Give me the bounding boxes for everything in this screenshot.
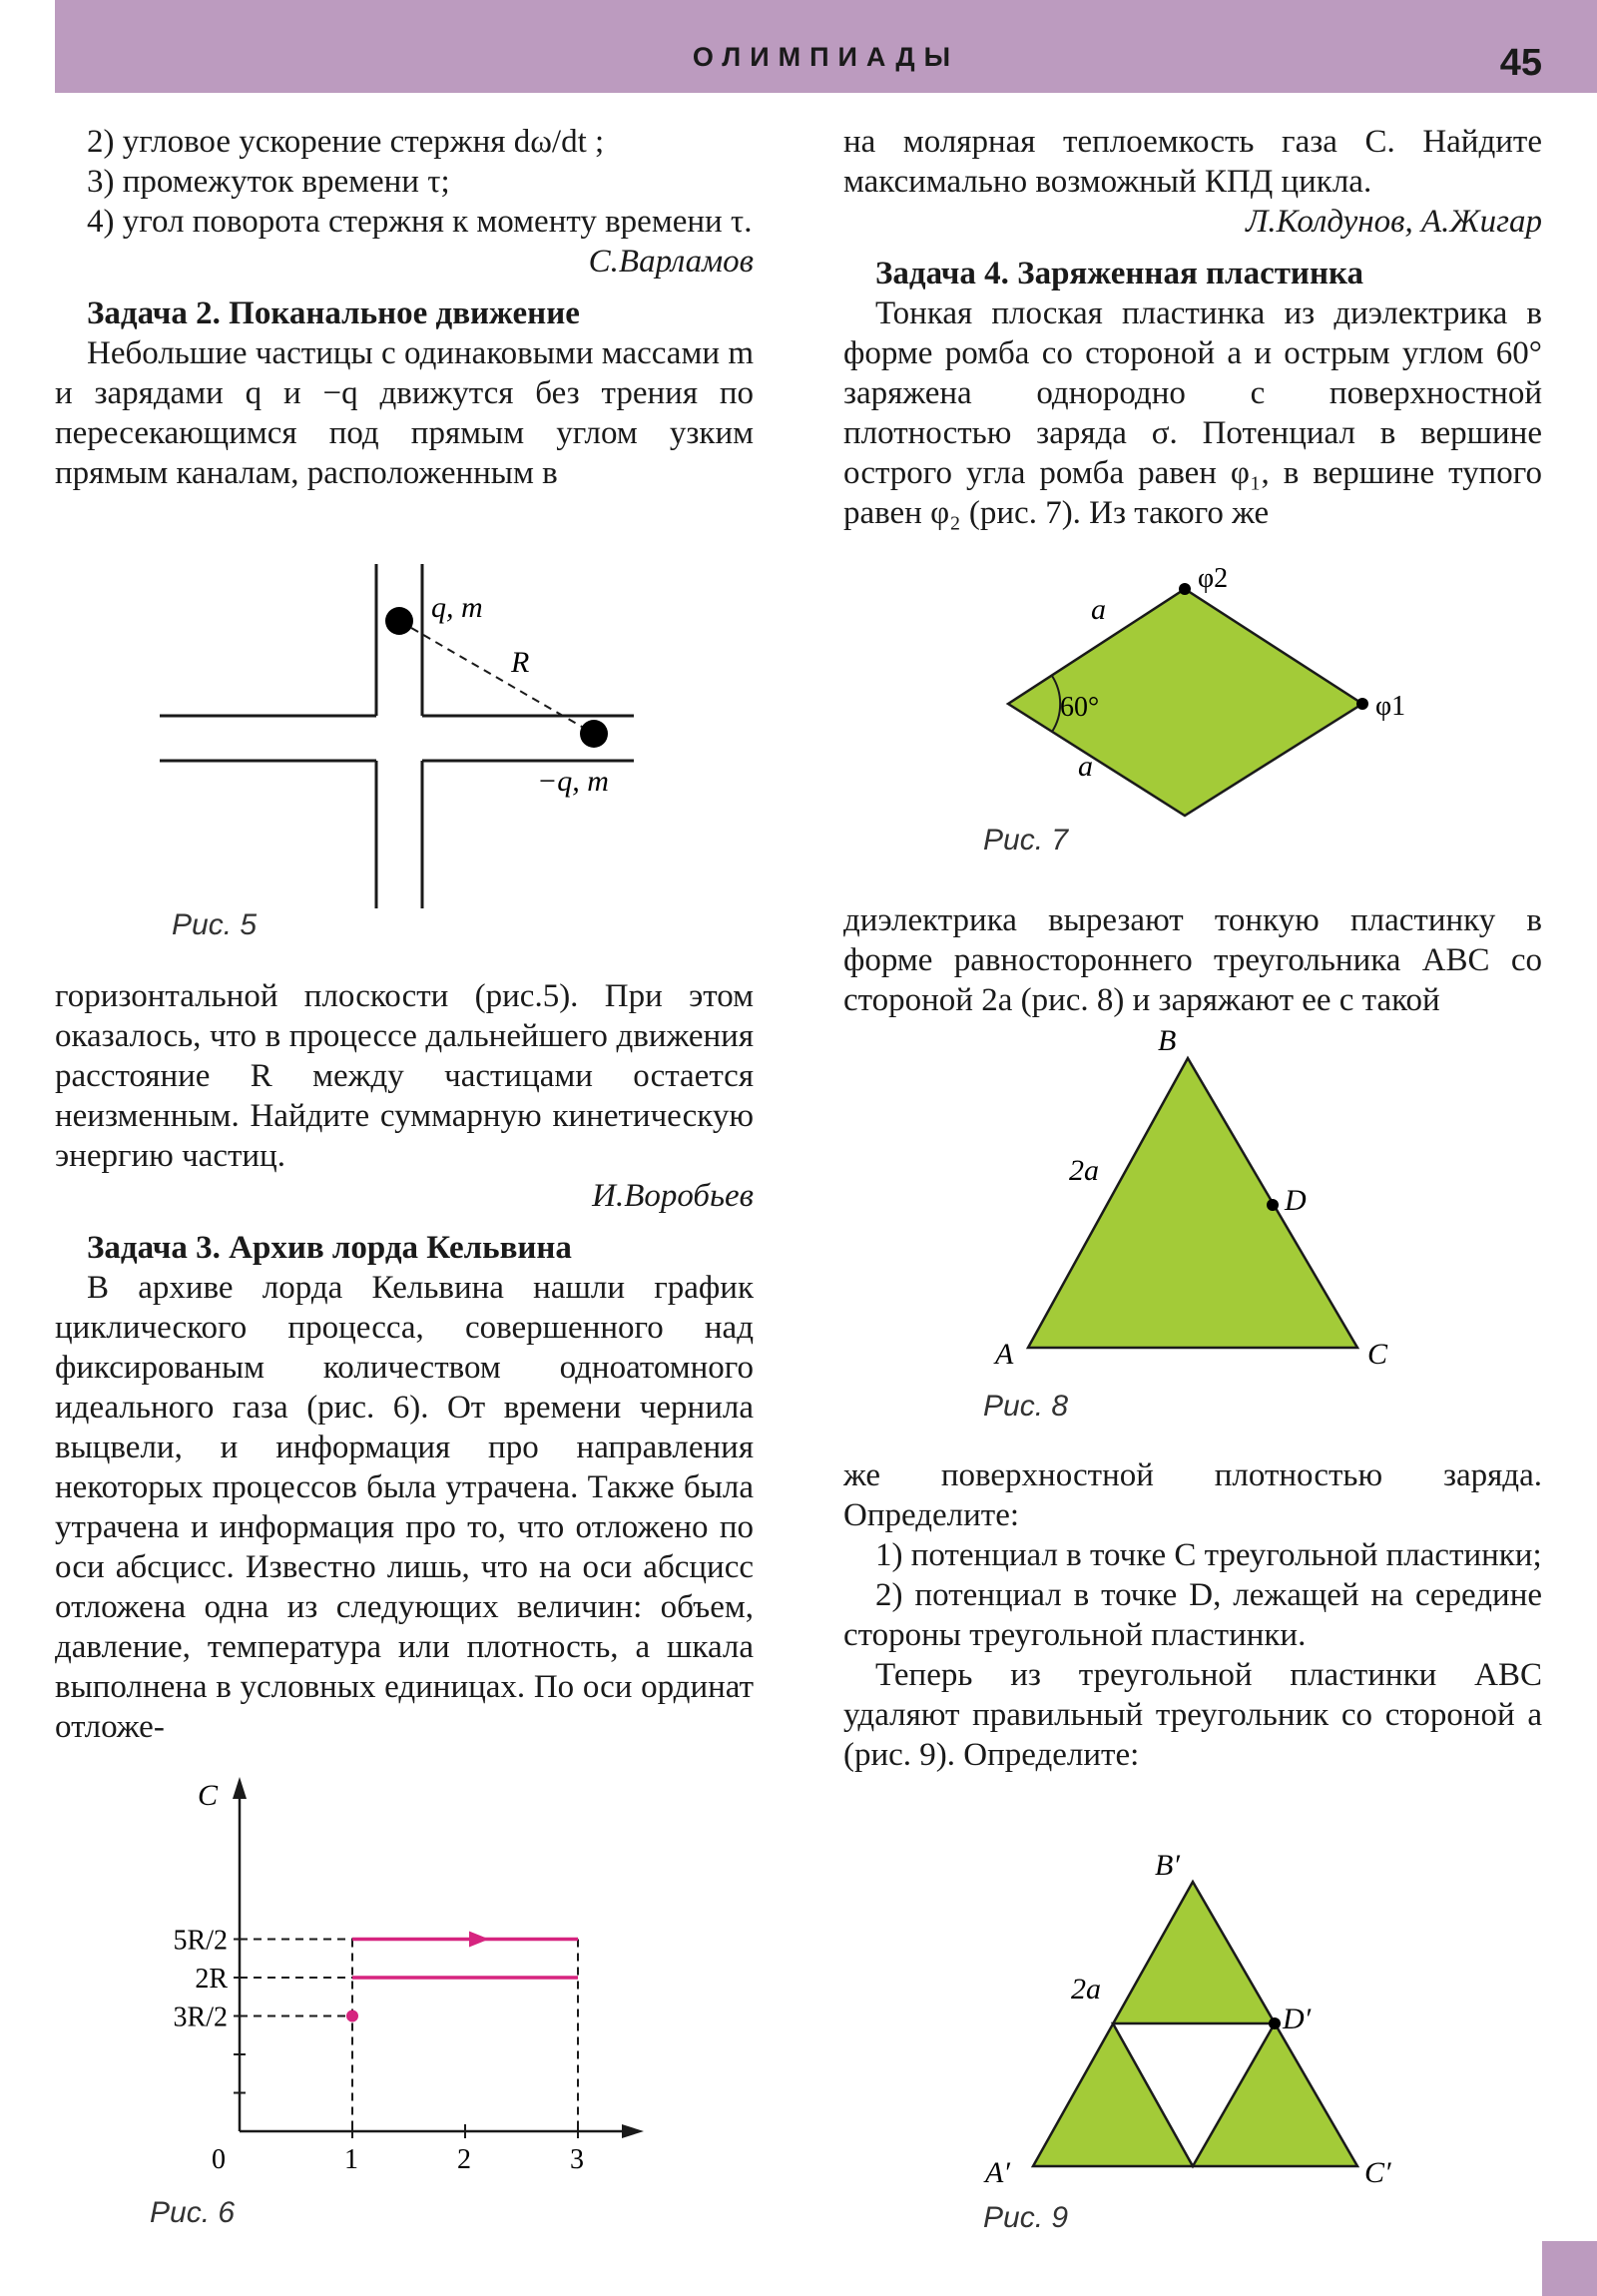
label-minus-qm: −q, m (537, 765, 609, 798)
figure-7 (988, 559, 1447, 829)
task3-title: Задача 3. Архив лорда Кельвина (87, 1230, 572, 1266)
author-vorobiev: И.Воробьев (592, 1178, 754, 1214)
x-tick-label: 1 (344, 2144, 358, 2175)
left-column-middle (55, 976, 754, 1747)
author-koldunov: Л.Колдунов, А.Жигар (1246, 204, 1542, 240)
task2-title: Задача 2. Поканальное движение (87, 295, 580, 331)
label-D: D (1285, 1184, 1307, 1217)
x-tick-label: 3 (570, 2144, 584, 2175)
left-column-top (55, 122, 754, 493)
vertex-phi1 (1356, 698, 1368, 710)
label-2a: 2a (1069, 1154, 1099, 1187)
label-C: C (1367, 1338, 1388, 1371)
task4-paragraph-4: Теперь из треугольной пластинки ABC удаляют правильный треугольник со стороной a (рис. 9). Определите: (843, 1657, 1542, 1773)
label-angle: 60° (1060, 692, 1100, 723)
label-phi1: φ1 (1375, 691, 1406, 722)
label-a-top: a (1091, 593, 1106, 626)
caption-fig5: Рис. 5 (172, 908, 258, 941)
task4-paragraph-3: же поверхностной плотностью заряда. Определите: (843, 1457, 1542, 1533)
caption-fig8: Рис. 8 (983, 1390, 1069, 1423)
label-B: B (1158, 1024, 1177, 1057)
label-R: R (511, 646, 530, 679)
label-phi2: φ2 (1198, 563, 1229, 594)
point-D (1267, 1199, 1279, 1211)
right-column-middle (843, 900, 1542, 1020)
item-3: 3) промежуток времени τ; (87, 164, 450, 200)
page-number: 45 (1499, 42, 1542, 84)
point-D-prime (1269, 2017, 1281, 2029)
label-a-bottom: a (1078, 750, 1093, 783)
y-tick-label: 3R/2 (173, 2002, 228, 2033)
particle-minus-q (580, 720, 608, 748)
y-tick-label: 5R/2 (173, 1925, 228, 1957)
right-column-lower (843, 1455, 1542, 1775)
task3-paragraph-1: В архиве лорда Кельвина нашли график циклического процесса, совершенного над фиксированым количеством одноатомного идеального газа (рис. 6). От времени чернила выцвели, и информация про направления некоторых процессов была утрачена. Также была утрачена и информация про то, что отложено по оси абсцисс. Известно лишь, что на оси абсцисс отложена одна из следующих величин: объем, давление, температура или плотность, а шкала выполнена в условных единицах. По оси ординат отложе- (55, 1270, 754, 1745)
task4-paragraph-1: Тонкая плоская пластинка из диэлектрика в форме ромба со стороной a и острым углом 60° заряжена однородно с поверхностной плотностью заряда σ. Потенциал в вершине острого угла ромба равен φ₁, в вершине тупого равен φ₂ (рис. 7). Из такого же (843, 295, 1542, 531)
x-axis-arrow (622, 2124, 644, 2138)
origin-label: 0 (212, 2144, 226, 2175)
y-axis-label: C (198, 1779, 219, 1812)
figure-6-chart (140, 1777, 659, 2175)
figure-8 (995, 1024, 1432, 1378)
y-axis-arrow (233, 1777, 247, 1799)
particle-q (385, 607, 413, 635)
task4-title: Задача 4. Заряженная пластинка (875, 256, 1363, 291)
item-2: 2) угловое ускорение стержня dω/dt ; (87, 124, 605, 160)
caption-fig9: Рис. 9 (983, 2201, 1069, 2234)
label-2a-fig9: 2a (1071, 1973, 1101, 2006)
question-2: 2) потенциал в точке D, лежащей на середине стороны треугольной пластинки. (843, 1577, 1542, 1653)
label-D-prime: D′ (1283, 2003, 1312, 2035)
label-C-prime: C′ (1364, 2156, 1391, 2189)
data-point (346, 2010, 358, 2022)
label-A-prime: A′ (985, 2156, 1010, 2189)
direction-arrow (469, 1932, 489, 1948)
task2-paragraph-2: горизонтальной плоскости (рис.5). При этом оказалось, что в процессе дальнейшего движения расстояние R между частицами остается неизменным. Найдите суммарную кинетическую энергию частиц. (55, 978, 754, 1174)
label-A: A (995, 1338, 1014, 1371)
item-4: 4) угол поворота стержня к моменту времени τ. (87, 204, 753, 240)
right-column-top (843, 122, 1542, 533)
author-varlamov: С.Варламов (588, 244, 754, 280)
y-tick-label: 2R (195, 1964, 228, 1995)
vertex-phi2 (1179, 583, 1191, 595)
question-1: 1) потенциал в точке C треугольной пластинки; (875, 1537, 1542, 1573)
task2-paragraph-1: Небольшие частицы с одинаковыми массами m и зарядами q и −q движутся без трения по пересекающимся под прямым углом узким прямым каналам, расположенным в (55, 335, 754, 491)
label-qm: q, m (431, 591, 483, 624)
caption-fig6: Рис. 6 (150, 2196, 236, 2229)
section-title: ОЛИМПИАДЫ (692, 42, 960, 72)
triangle-abc (1028, 1058, 1357, 1348)
figure-9 (985, 1847, 1432, 2189)
label-B-prime: B′ (1155, 1849, 1180, 1882)
task3-paragraph-end: на молярная теплоемкость газа C. Найдите максимально возможный КПД цикла. (843, 124, 1542, 200)
task4-paragraph-2: диэлектрика вырезают тонкую пластинку в форме равностороннего треугольника ABC со стороной 2a (рис. 8) и заряжают ее с такой (843, 902, 1542, 1018)
figure-5 (140, 559, 659, 918)
caption-fig7: Рис. 7 (983, 824, 1069, 857)
page-header (55, 0, 1597, 93)
x-tick-label: 2 (457, 2144, 471, 2175)
corner-tab (1542, 2241, 1597, 2296)
